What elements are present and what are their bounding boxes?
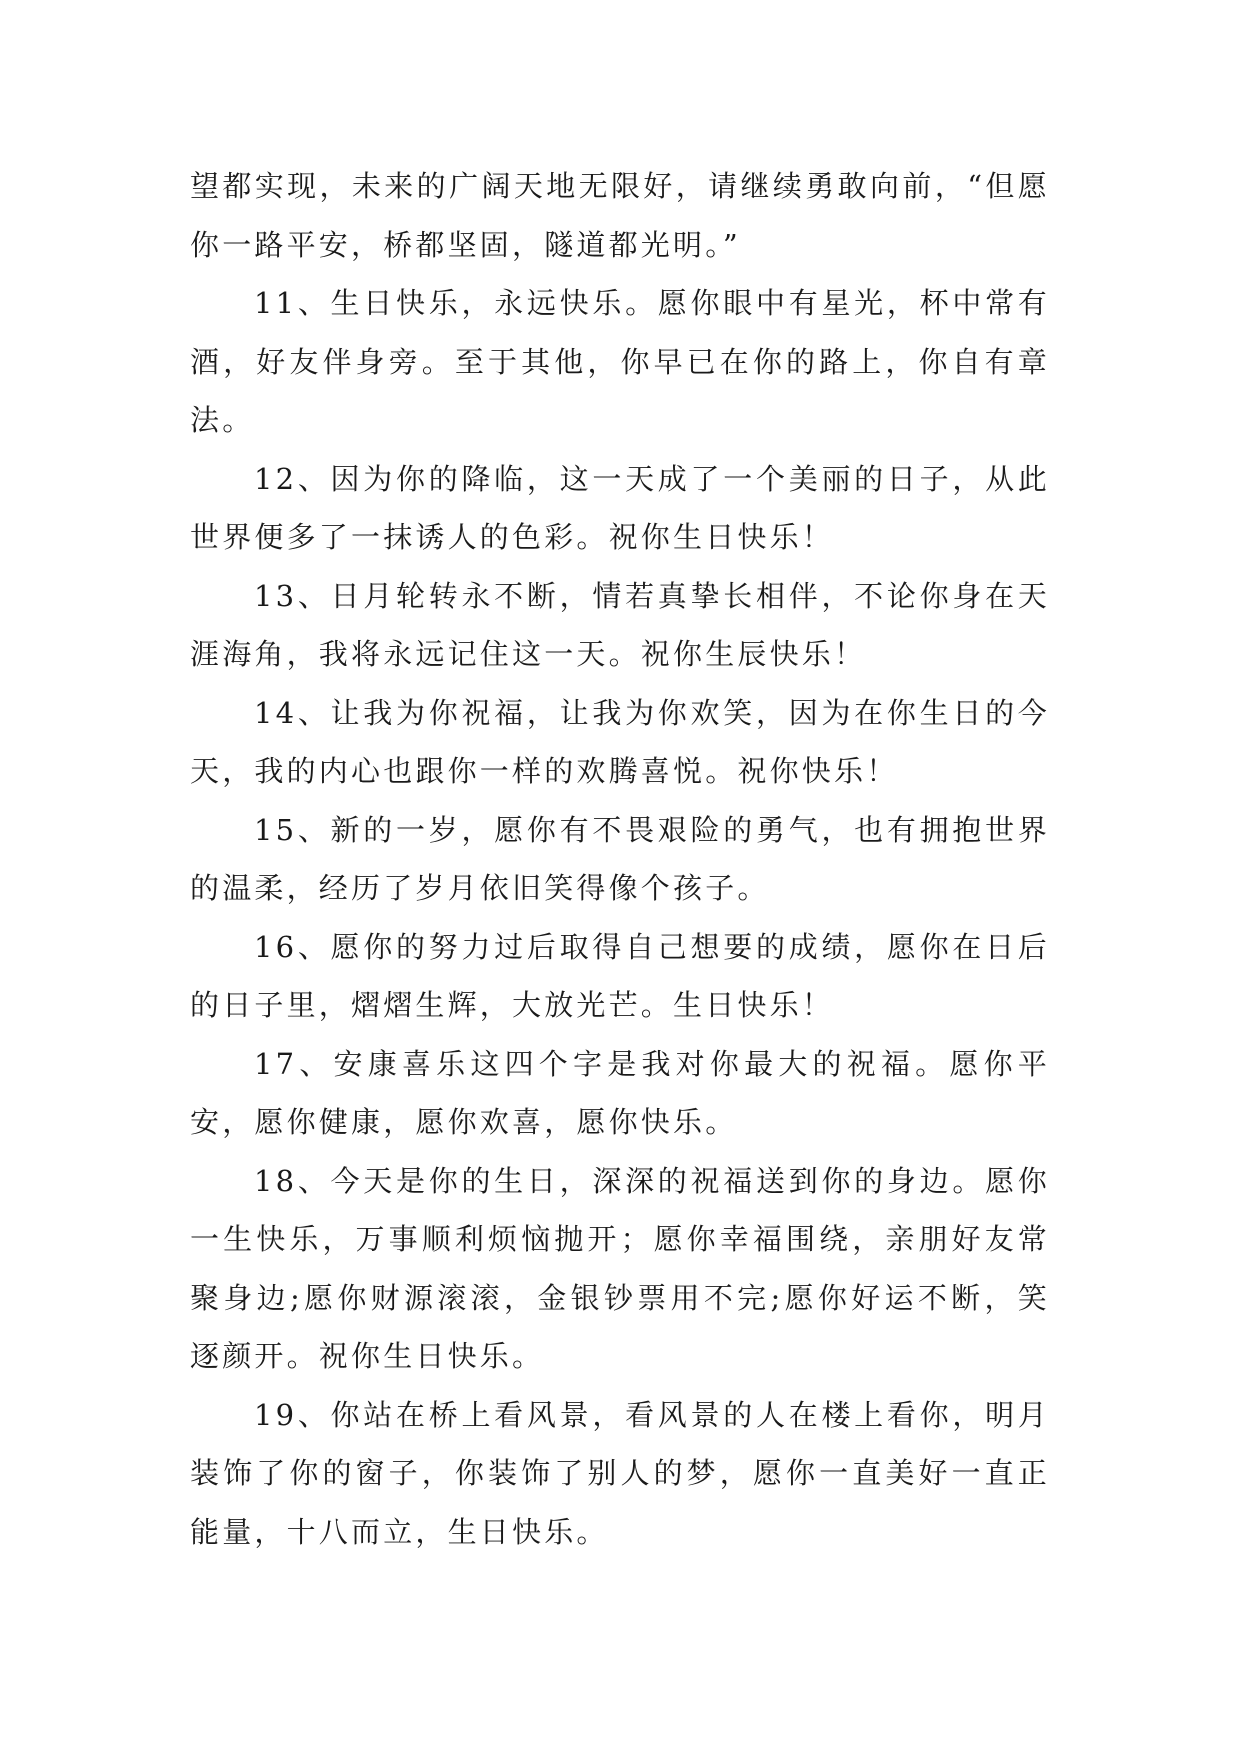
paragraph-wish-18: 18、今天是你的生日，深深的祝福送到你的身边。愿你一生快乐，万事顺利烦恼抛开；愿你幸福围绕，亲朋好友常聚身边;愿你财源滚滚，金银钞票用不完;愿你好运不断，笑逐颜开。祝你生日快乐。 <box>190 1163 1050 1373</box>
paragraph-wish-12: 12、因为你的降临，这一天成了一个美丽的日子，从此世界便多了一抹诱人的色彩。祝你生日快乐！ <box>190 461 1050 554</box>
paragraph-wish-17: 17、安康喜乐这四个字是我对你最大的祝福。愿你平安，愿你健康，愿你欢喜，愿你快乐。 <box>190 1046 1050 1139</box>
paragraph-wish-19: 19、你站在桥上看风景，看风景的人在楼上看你，明月装饰了你的窗子，你装饰了别人的梦，愿你一直美好一直正能量，十八而立，生日快乐。 <box>190 1397 1050 1549</box>
paragraph-wish-13: 13、日月轮转永不断，情若真挚长相伴，不论你身在天涯海角，我将永远记住这一天。祝你生辰快乐！ <box>190 578 1050 671</box>
paragraph-continuation: 望都实现，未来的广阔天地无限好，请继续勇敢向前，“但愿你一路平安，桥都坚固，隧道都光明。” <box>190 169 1050 262</box>
paragraph-wish-14: 14、让我为你祝福，让我为你欢笑，因为在你生日的今天，我的内心也跟你一样的欢腾喜悦。祝你快乐！ <box>190 695 1050 788</box>
paragraph-wish-15: 15、新的一岁，愿你有不畏艰险的勇气，也有拥抱世界的温柔，经历了岁月依旧笑得像个孩子。 <box>190 812 1050 905</box>
document-body <box>190 157 1050 1561</box>
paragraph-wish-11: 11、生日快乐，永远快乐。愿你眼中有星光，杯中常有酒，好友伴身旁。至于其他，你早已在你的路上，你自有章法。 <box>190 286 1050 437</box>
paragraph-wish-16: 16、愿你的努力过后取得自己想要的成绩，愿你在日后的日子里，熠熠生辉，大放光芒。生日快乐！ <box>190 929 1050 1022</box>
